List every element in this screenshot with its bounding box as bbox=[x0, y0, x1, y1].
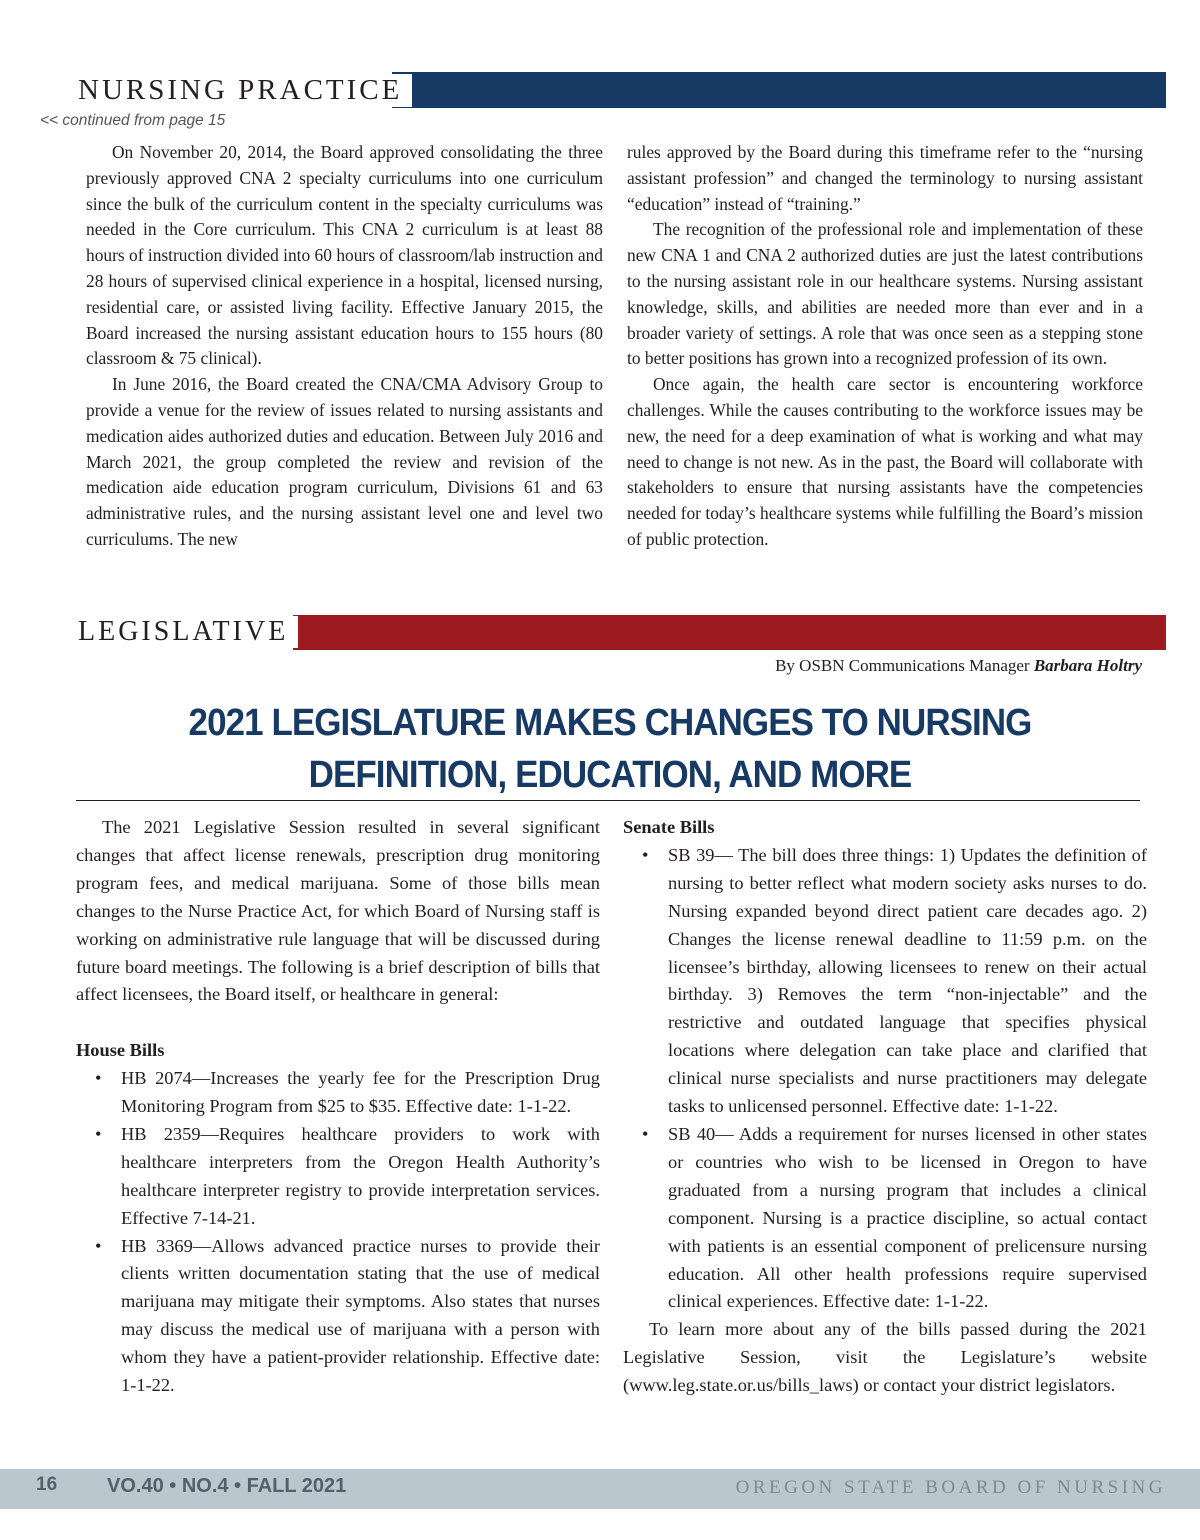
section-title: NURSING PRACTICE bbox=[78, 74, 412, 107]
byline-author: Barbara Holtry bbox=[1033, 656, 1142, 675]
section-bar-red bbox=[293, 615, 1166, 650]
senate-bills-list bbox=[623, 842, 1147, 1316]
byline bbox=[775, 656, 1142, 676]
bill-item: • HB 3369—Allows advanced practice nurses to provide their clients written documentation stating that the use of medical marijuana may mitigate their symptoms. Also states that nurses may discuss the medical use of marijuana with a person with whom they have a patient-provider relationship. Effective date: 1-1-22. bbox=[121, 1233, 600, 1400]
headline-line-1: 2021 LEGISLATURE MAKES CHANGES TO NURSING bbox=[188, 702, 1032, 744]
paragraph: In June 2016, the Board created the CNA/CMA Advisory Group to provide a venue for the review of issues related to nursing assistants and medication aides authorized duties and education. Between July 2016 and March 2021, the group completed the review and revision of the medication aide education program curriculum, Divisions 61 and 63 administrative rules, and the nursing assistant level one and level two curriculums. The new bbox=[86, 374, 603, 549]
senate-bills-heading: Senate Bills bbox=[623, 817, 715, 837]
paragraph: rules approved by the Board during this timeframe refer to the “nursing assistant profession” and changed the terminology to nursing assistant “education” instead of “training.” bbox=[627, 142, 1143, 214]
headline-divider bbox=[76, 800, 1140, 801]
paragraph: Once again, the health care sector is encountering workforce challenges. While the causes contributing to the workforce issues may be new, the need for a deep examination of what is working and what may need to change is not new. As in the past, the Board will collaborate with stakeholders to ensure that nursing assistants have the competencies needed for today’s healthcare systems while fulfilling the Board’s mission of public protection. bbox=[627, 374, 1143, 549]
intro-paragraph: The 2021 Legislative Session resulted in several significant changes that affect license renewals, prescription drug monitoring program fees, and medical marijuana. Some of those bills mean changes to the Nurse Practice Act, for which Board of Nursing staff is working on administrative rule language that will be discussed during future board meetings. The following is a brief description of bills that affect licensees, the Board itself, or healthcare in general: bbox=[76, 817, 600, 1005]
bill-item: • SB 40— Adds a requirement for nurses licensed in other states or countries who wish to be licensed in Oregon to have graduated from a nursing program that includes a clinical component. Nursing is a practice discipline, so actual contact with patients is an essential component of prelicensure nursing education. All other health professions require supervised clinical experiences. Effective date: 1-1-22. bbox=[668, 1121, 1147, 1316]
paragraph: On November 20, 2014, the Board approved consolidating the three previously approved CNA 2 specialty curriculums into one curriculum since the bulk of the curriculum content in the specialty curriculums was needed in the Core curriculum. This CNA 2 curriculum is at least 88 hours of instruction divided into 60 hours of classroom/lab instruction and 28 hours of supervised clinical experience in a hospital, licensed nursing, residential care, or assisted living facility. Effective January 2015, the Board increased the nursing assistant education hours to 155 hours (80 classroom & 75 clinical). bbox=[86, 142, 603, 369]
issue-info: VO.40 • NO.4 • FALL 2021 bbox=[107, 1475, 347, 1497]
house-bills-list bbox=[76, 1065, 600, 1400]
section-title: LEGISLATIVE bbox=[78, 616, 298, 648]
nursing-column-right bbox=[627, 140, 1143, 553]
continued-note: << continued from page 15 bbox=[40, 112, 226, 129]
bill-item: • HB 2074—Increases the yearly fee for the Prescription Drug Monitoring Program from $25 to $35. Effective date: 1-1-22. bbox=[121, 1065, 600, 1121]
section-bar-blue bbox=[392, 72, 1166, 108]
page-number: 16 bbox=[36, 1474, 58, 1495]
closing-paragraph: To learn more about any of the bills passed during the 2021 Legislative Session, visit the Legislature’s website (www.leg.state.or.us/bills_laws) or contact your district legislators. bbox=[623, 1319, 1147, 1396]
bill-item: • HB 2359—Requires healthcare providers to work with healthcare interpreters from the Oregon Health Authority’s healthcare interpreter registry to provide interpretation services. Effective 7-14-21. bbox=[121, 1121, 600, 1233]
nursing-practice-header bbox=[0, 72, 1200, 112]
legislative-column-left bbox=[76, 814, 600, 1400]
legislative-column-right bbox=[623, 814, 1147, 1400]
byline-prefix: By OSBN Communications Manager bbox=[775, 656, 1034, 675]
organization-name: OREGON STATE BOARD OF NURSING bbox=[735, 1477, 1166, 1498]
bill-item: • SB 39— The bill does three things: 1) Updates the definition of nursing to better reflect what modern society asks nurses to do. Nursing expanded beyond direct patient care decades ago. 2) Changes the license renewal deadline to 11:59 p.m. on the licensee’s birthday, allowing licensees to renew on their actual birthday. 3) Removes the term “non-injectable” and the restrictive and outdated language that specifies physical locations where delegation can take place and clarified that clinical nurse specialists and nurse practitioners may delegate tasks to unlicensed personnel. Effective date: 1-1-22. bbox=[668, 842, 1147, 1121]
house-bills-heading: House Bills bbox=[76, 1040, 165, 1061]
legislative-header bbox=[0, 615, 1200, 655]
page-footer bbox=[0, 1469, 1200, 1509]
headline-line-2: DEFINITION, EDUCATION, AND MORE bbox=[308, 754, 912, 796]
paragraph: The recognition of the professional role and implementation of these new CNA 1 and CNA 2 authorized duties are just the latest contributions to the nursing assistant role in our healthcare systems. Nursing assistant knowledge, skills, and abilities are needed more than ever and in a broader variety of settings. A role that was once seen as a stepping stone to better positions has grown into a recognized profession of its own. bbox=[627, 219, 1143, 369]
article-headline bbox=[122, 697, 1097, 801]
nursing-column-left bbox=[86, 140, 603, 553]
